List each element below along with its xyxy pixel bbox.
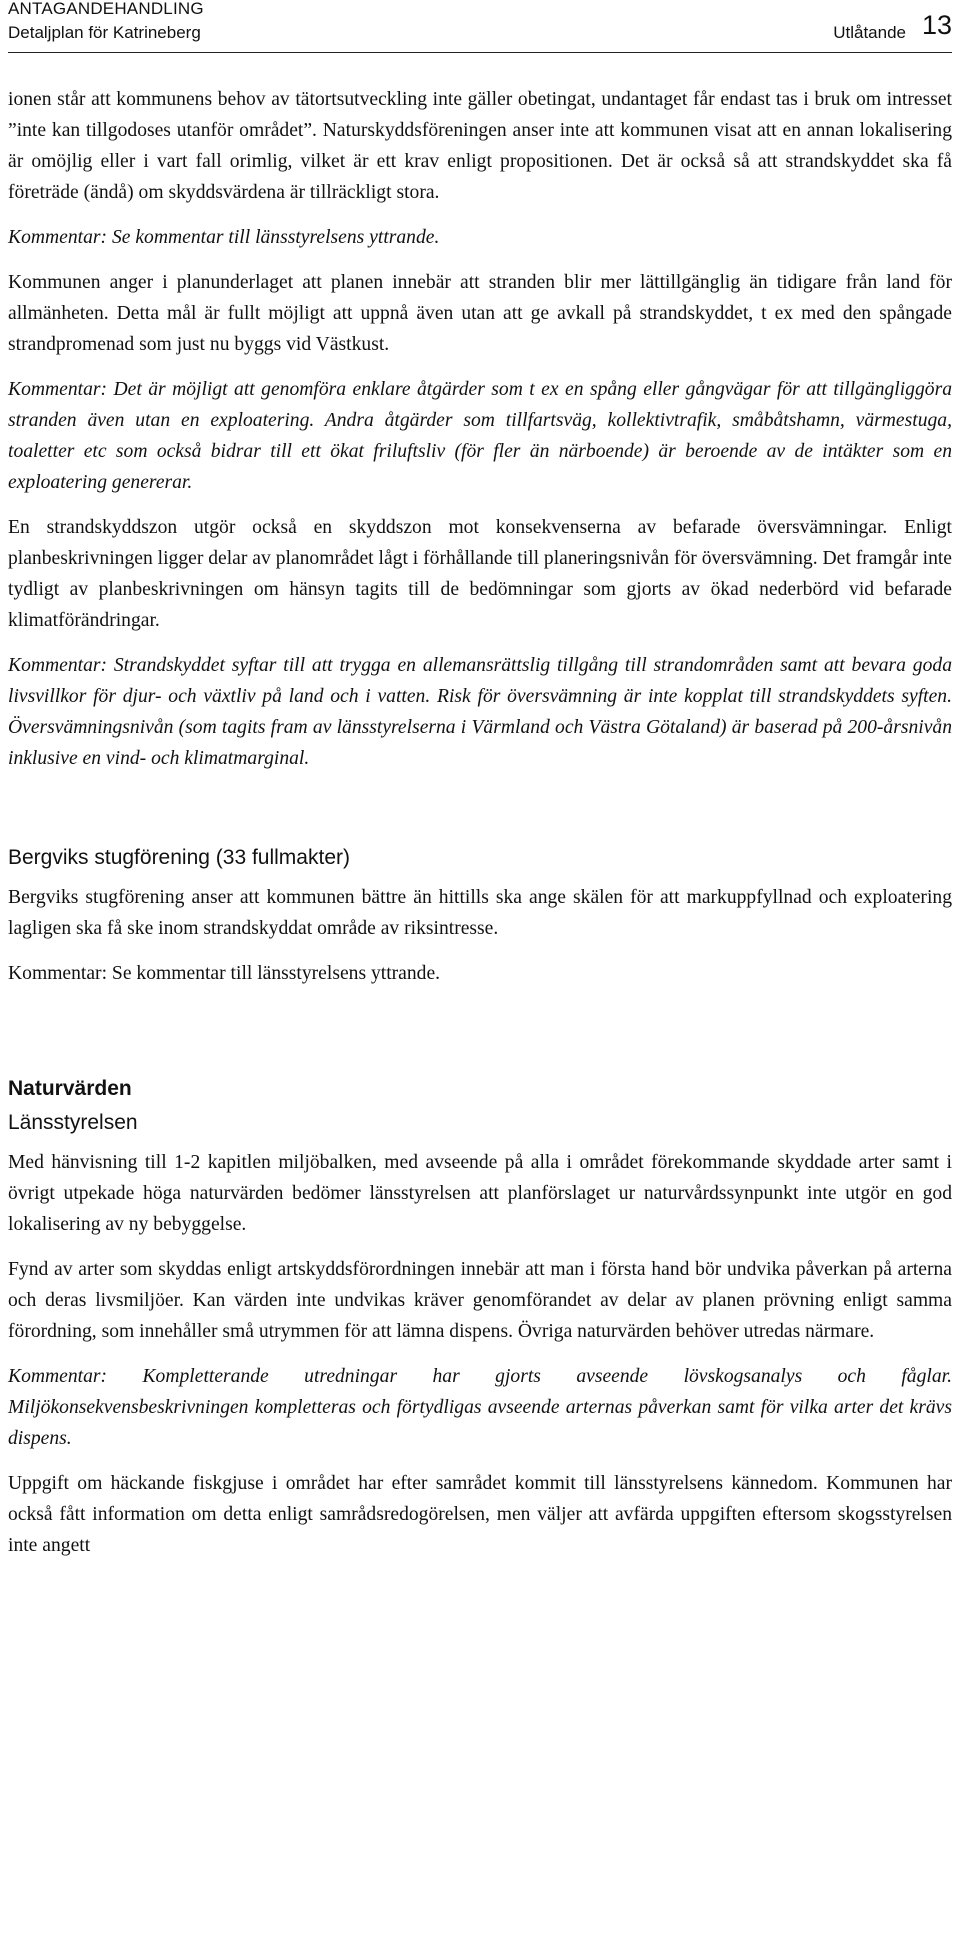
paragraph: Kommunen anger i planunderlaget att planen innebär att stranden blir mer lättillgänglig än tidigare från land för allmänheten. Detta mål är fullt möjligt att uppnå även utan att ge avkall på strandskyddet, t ex med den spångade strandpromenad som just nu byggs vid Västkust. xyxy=(8,272,952,355)
document-type: ANTAGANDEHANDLING xyxy=(8,0,204,18)
paragraph: Bergviks stugförening anser att kommunen bättre än hittills ska ange skälen för att markuppfyllnad och exploatering lagligen ska få ske inom strandskyddat område av riksintresse. xyxy=(8,887,952,939)
section-spacer xyxy=(8,1003,952,1075)
comment-paragraph: Kommentar: Strandskyddet syftar till att trygga en allemansrättslig tillgång till strandområden samt att bevara goda livsvillkor för djur- och växtliv på land och i vatten. Risk för översvämning är inte kopplat till strandskyddets syften. Översvämningsnivån (som tagits fram av länsstyrelserna i Värmland och Västra Götaland) är baserad på 200-årsnivån inklusive en vind- och klimatmarginal. xyxy=(8,655,952,769)
section-heading-bergvik: Bergviks stugförening (33 fullmakter) xyxy=(8,846,350,869)
comment-paragraph: Kommentar: Se kommentar till länsstyrelsens yttrande. xyxy=(8,227,440,248)
page-number: 13 xyxy=(921,10,952,40)
paragraph: Fynd av arter som skyddas enligt artskyddsförordningen innebär att man i första hand bör undvika påverkan på arterna och deras livsmiljöer. Kan värden inte undvikas kräver genomförandet av delar av planen prövning enligt samma förordning, som innehåller små utrymmen för att lämna dispens. Övriga naturvärden behöver utredas närmare. xyxy=(8,1259,952,1342)
plan-name: Detaljplan för Katrineberg xyxy=(8,23,201,42)
subheading-lansstyrelsen: Länsstyrelsen xyxy=(8,1111,138,1134)
document-body xyxy=(8,84,952,1575)
page-header xyxy=(8,0,952,53)
paragraph: Med hänvisning till 1-2 kapitlen miljöbalken, med avseende på alla i området förekommande skyddade arter samt i övrigt utpekade höga naturvärden bedömer länsstyrelsen att planförslaget ur naturvårdssynpunkt inte utgör en god lokalisering av ny bebyggelse. xyxy=(8,1152,952,1235)
section-spacer xyxy=(8,788,952,844)
paragraph: ionen står att kommunens behov av tätortsutveckling inte gäller obetingat, undantaget får endast tas i bruk om intresset ”inte kan tillgodoses utanför området”. Naturskyddsföreningen anser inte att kommunen visat att en annan lokalisering är omöjlig eller i vart fall orimlig, vilket är ett krav enligt propositionen. Det är också så att strandskyddet ska få företräde (ändå) om skyddsvärdena är tillräckligt stora. xyxy=(8,89,952,203)
section-heading-naturvarden: Naturvärden xyxy=(8,1077,132,1100)
comment-paragraph: Kommentar: Kompletterande utredningar har gjorts avseende lövskogsanalys och fåglar. Miljökonsekvensbeskrivningen kompletteras och förtydligas avseende arternas påverkan samt för vilka arter det krävs dispens. xyxy=(8,1366,952,1449)
paragraph: Uppgift om häckande fiskgjuse i området har efter samrådet kommit till länsstyrelsens kännedom. Kommunen har också fått information om detta enligt samrådsredogörelsen, men väljer att avfärda uppgiften eftersom skogsstyrelsen inte angett xyxy=(8,1473,952,1556)
paragraph: En strandskyddszon utgör också en skyddszon mot konsekvenserna av befarade översvämningar. Enligt planbeskrivningen ligger delar av planområdet lågt i förhållande till planeringsnivån för översvämning. Det framgår inte tydligt av planbeskrivningen om hänsyn tagits till de bedömningar som gjorts av ökad nederbörd vid befarade klimatförändringar. xyxy=(8,517,953,631)
comment-paragraph: Kommentar: Det är möjligt att genomföra enklare åtgärder som t ex en spång eller gångvägar för att tillgängliggöra stranden även utan en exploatering. Andra åtgärder som tillfartsväg, kollektivtrafik, småbåtshamn, värmestuga, toaletter etc som också bidrar till ett ökat friluftsliv (för fler än närboende) är beroende av de intäkter som en exploatering genererar. xyxy=(8,379,952,493)
section-name: Utlåtande xyxy=(833,23,906,42)
comment-paragraph: Kommentar: Se kommentar till länsstyrelsens yttrande. xyxy=(8,963,441,984)
